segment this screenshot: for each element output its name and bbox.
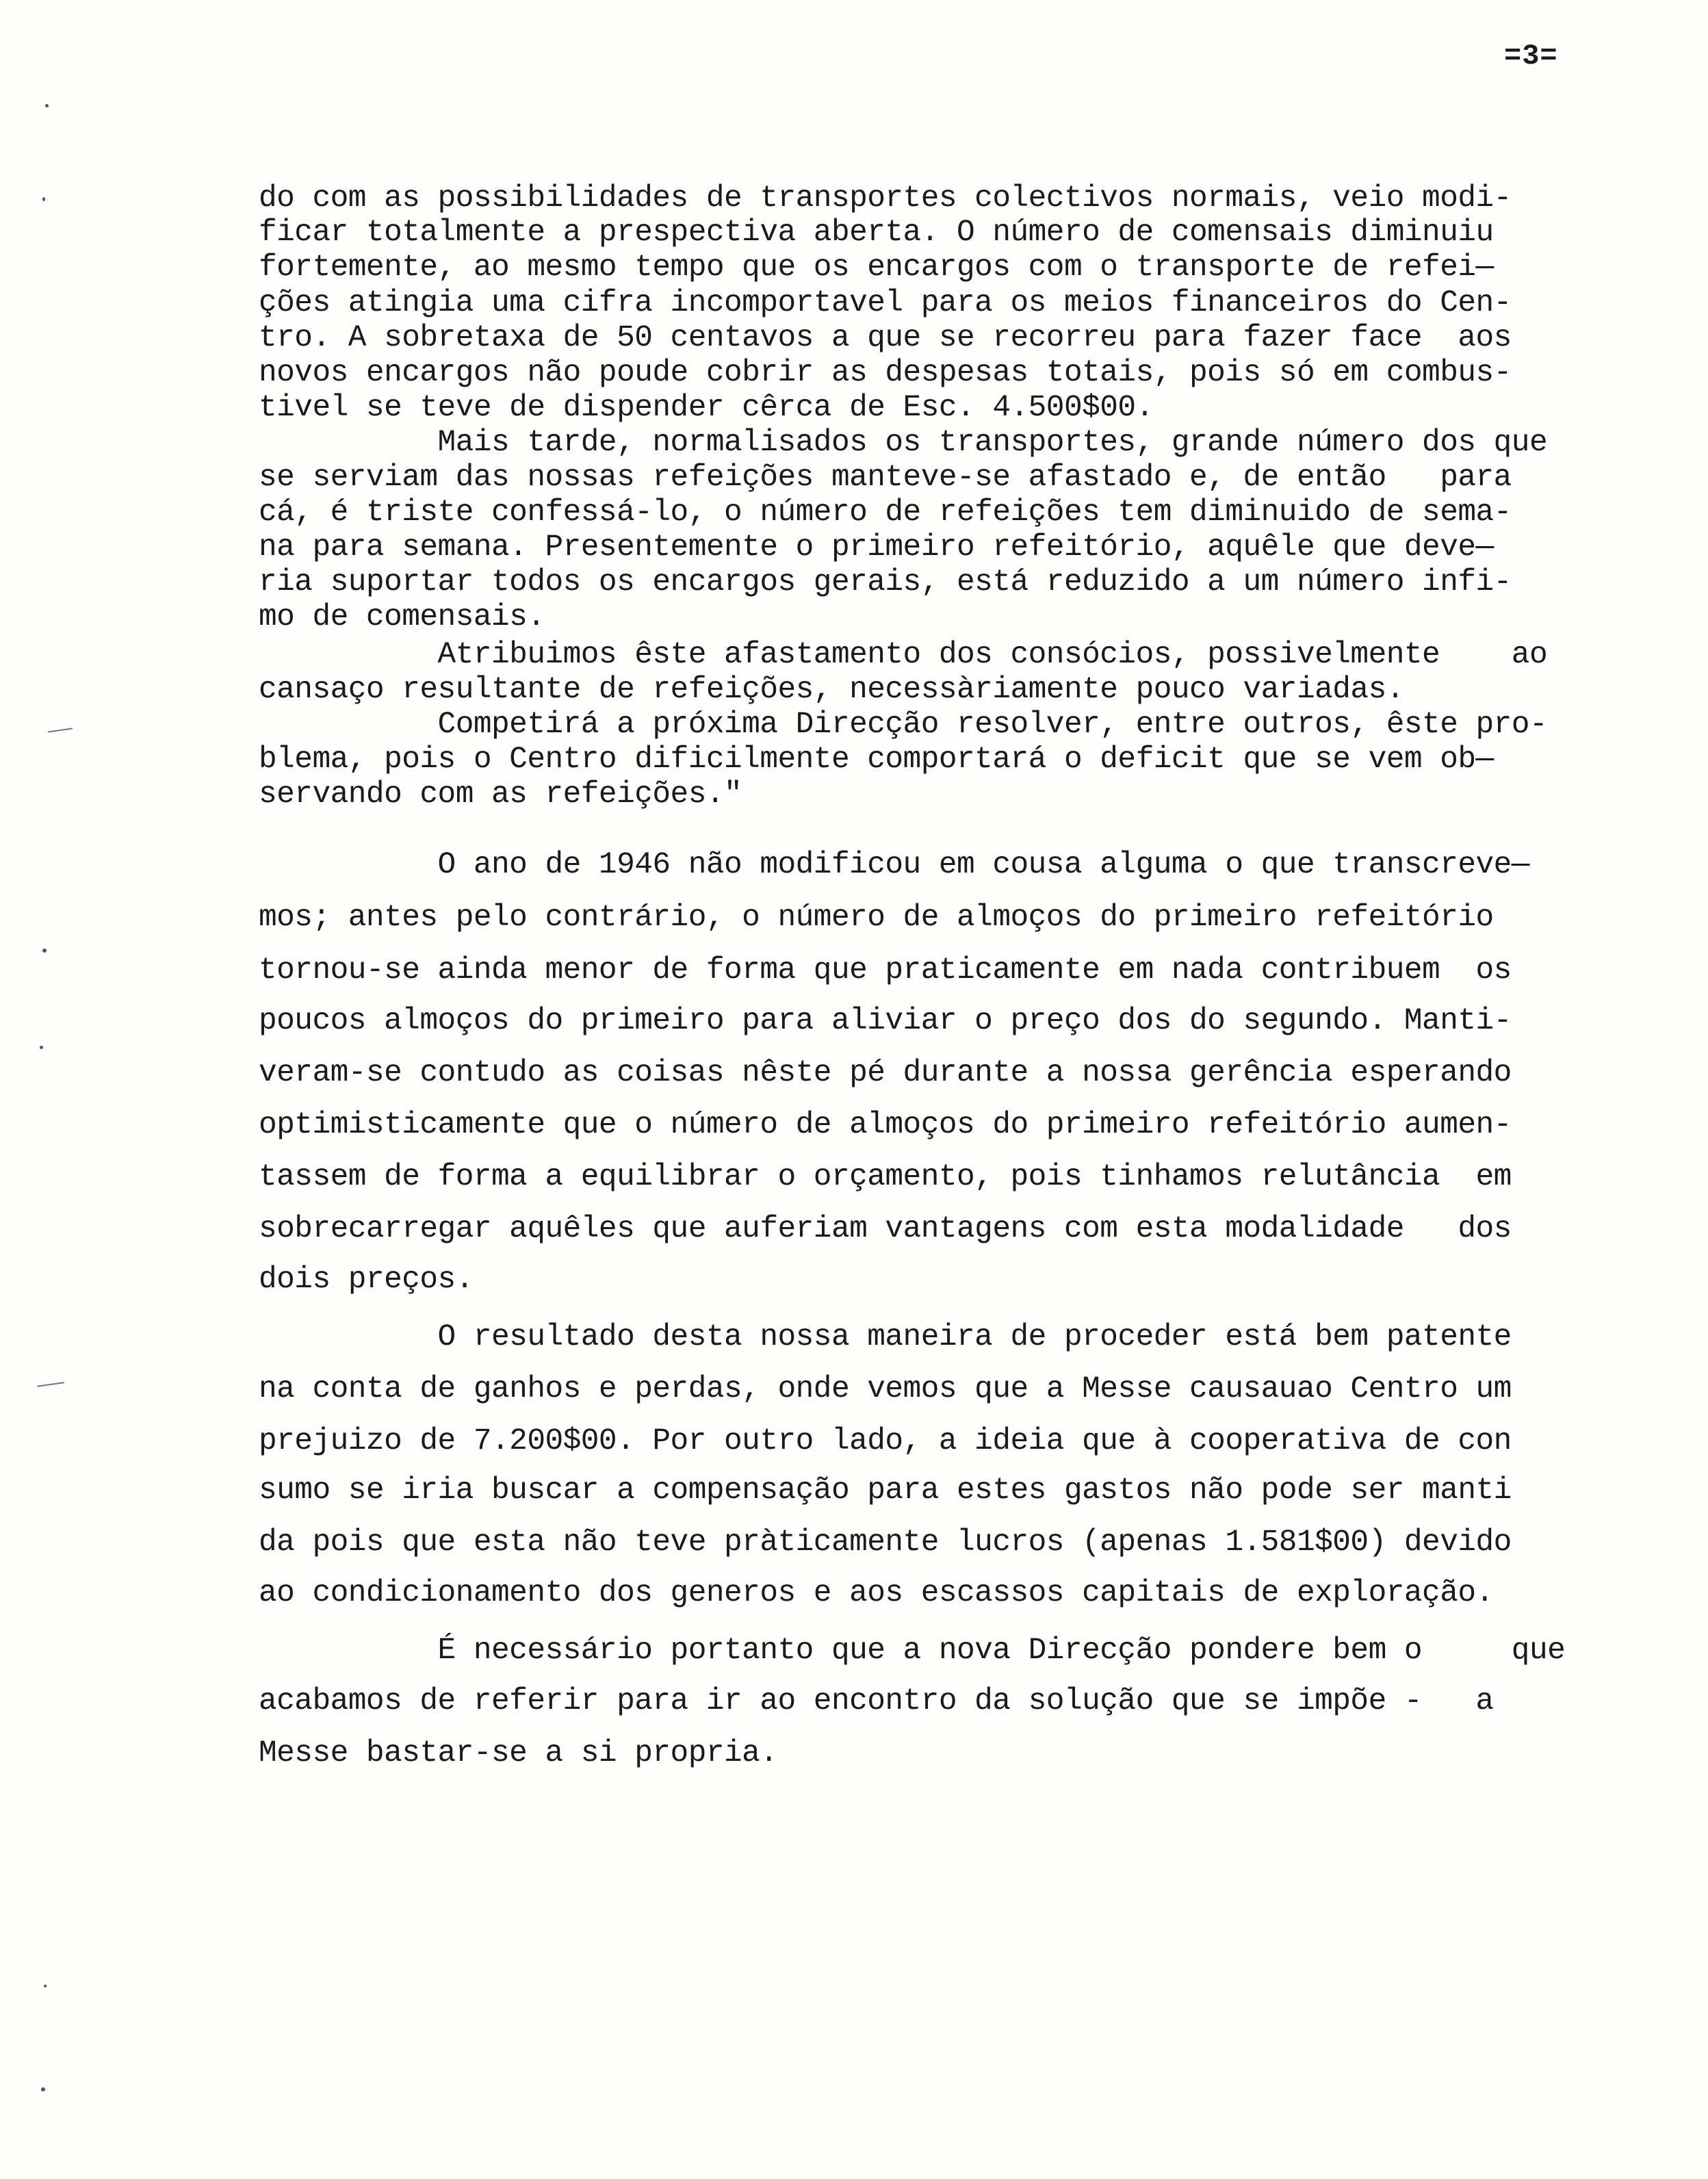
quote-line: na para semana. Presentemente o primeiro refeitório, aquêle que deve— bbox=[259, 530, 1494, 565]
quote-line: tro. A sobretaxa de 50 centavos a que se recorreu para fazer face aos bbox=[259, 321, 1512, 355]
scan-speck bbox=[42, 197, 45, 201]
body-line: Messe bastar-se a si propria. bbox=[259, 1736, 778, 1770]
quote-line: Atribuimos êste afastamento dos consócios, possivelmente ao bbox=[259, 638, 1548, 672]
quote-line: mo de comensais. bbox=[259, 600, 545, 634]
quote-line: ria suportar todos os encargos gerais, está reduzido a um número infi- bbox=[259, 565, 1512, 599]
quote-line: se serviam das nossas refeições manteve-se afastado e, de então para bbox=[259, 461, 1512, 495]
scan-mark bbox=[48, 728, 73, 733]
scan-speck bbox=[40, 1046, 43, 1049]
quote-line: blema, pois o Centro dificilmente comportará o deficit que se vem ob— bbox=[259, 743, 1494, 777]
body-line: É necessário portanto que a nova Direcção pondere bem o que bbox=[259, 1634, 1566, 1668]
body-line: veram-se contudo as coisas nêste pé durante a nossa gerência esperando bbox=[259, 1056, 1512, 1090]
quote-line: servando com as refeições." bbox=[259, 777, 742, 812]
quote-line: ções atingia uma cifra incomportavel para os meios financeiros do Cen- bbox=[259, 286, 1512, 320]
quote-line: fortemente, ao mesmo tempo que os encargos com o transporte de refei— bbox=[259, 250, 1494, 285]
quote-line: ficar totalmente a prespectiva aberta. O número de comensais diminuiu bbox=[259, 216, 1494, 250]
quote-line: do com as possibilidades de transportes colectivos normais, veio modi- bbox=[259, 181, 1512, 216]
body-line: sumo se iria buscar a compensação para estes gastos não pode ser manti bbox=[259, 1473, 1512, 1508]
body-line: mos; antes pelo contrário, o número de almoços do primeiro refeitório bbox=[259, 901, 1494, 935]
quote-line: tivel se teve de dispender cêrca de Esc. 4.500$00. bbox=[259, 391, 1154, 425]
body-line: tassem de forma a equilibrar o orçamento, pois tinhamos relutância em bbox=[259, 1160, 1512, 1194]
scan-speck bbox=[42, 949, 47, 953]
body-line: ao condicionamento dos generos e aos escassos capitais de exploração. bbox=[259, 1576, 1494, 1610]
quote-line: cá, é triste confessá-lo, o número de refeições tem diminuido de sema- bbox=[259, 495, 1512, 530]
scan-speck bbox=[45, 104, 49, 107]
quote-line: cansaço resultante de refeições, necessàriamente pouco variadas. bbox=[259, 673, 1404, 707]
quote-line: Competirá a próxima Direcção resolver, entre outros, êste pro- bbox=[259, 708, 1548, 742]
body-line: poucos almoços do primeiro para aliviar o preço dos do segundo. Manti- bbox=[259, 1004, 1512, 1038]
quote-line: novos encargos não poude cobrir as despesas totais, pois só em combus- bbox=[259, 356, 1512, 390]
page-number: =3= bbox=[1504, 40, 1558, 73]
body-line: O resultado desta nossa maneira de proceder está bem patente bbox=[259, 1320, 1512, 1354]
body-line: sobrecarregar aquêles que auferiam vantagens com esta modalidade dos bbox=[259, 1212, 1512, 1246]
body-line: da pois que esta não teve pràticamente lucros (apenas 1.581$00) devido bbox=[259, 1525, 1512, 1560]
body-line: O ano de 1946 não modificou em cousa alguma o que transcreve— bbox=[259, 848, 1529, 882]
body-line: prejuizo de 7.200$00. Por outro lado, a ideia que à cooperativa de con bbox=[259, 1424, 1512, 1458]
body-line: acabamos de referir para ir ao encontro da solução que se impõe - a bbox=[259, 1684, 1494, 1718]
body-line: dois preços. bbox=[259, 1263, 474, 1297]
scan-mark bbox=[37, 1382, 64, 1387]
scan-speck bbox=[44, 1985, 47, 1987]
body-line: tornou-se ainda menor de forma que praticamente em nada contribuem os bbox=[259, 953, 1512, 988]
quote-line: Mais tarde, normalisados os transportes, grande número dos que bbox=[259, 426, 1548, 460]
scan-speck bbox=[41, 2087, 45, 2091]
body-line: optimisticamente que o número de almoços do primeiro refeitório aumen- bbox=[259, 1108, 1512, 1142]
body-line: na conta de ganhos e perdas, onde vemos que a Messe causauao Centro um bbox=[259, 1372, 1512, 1406]
